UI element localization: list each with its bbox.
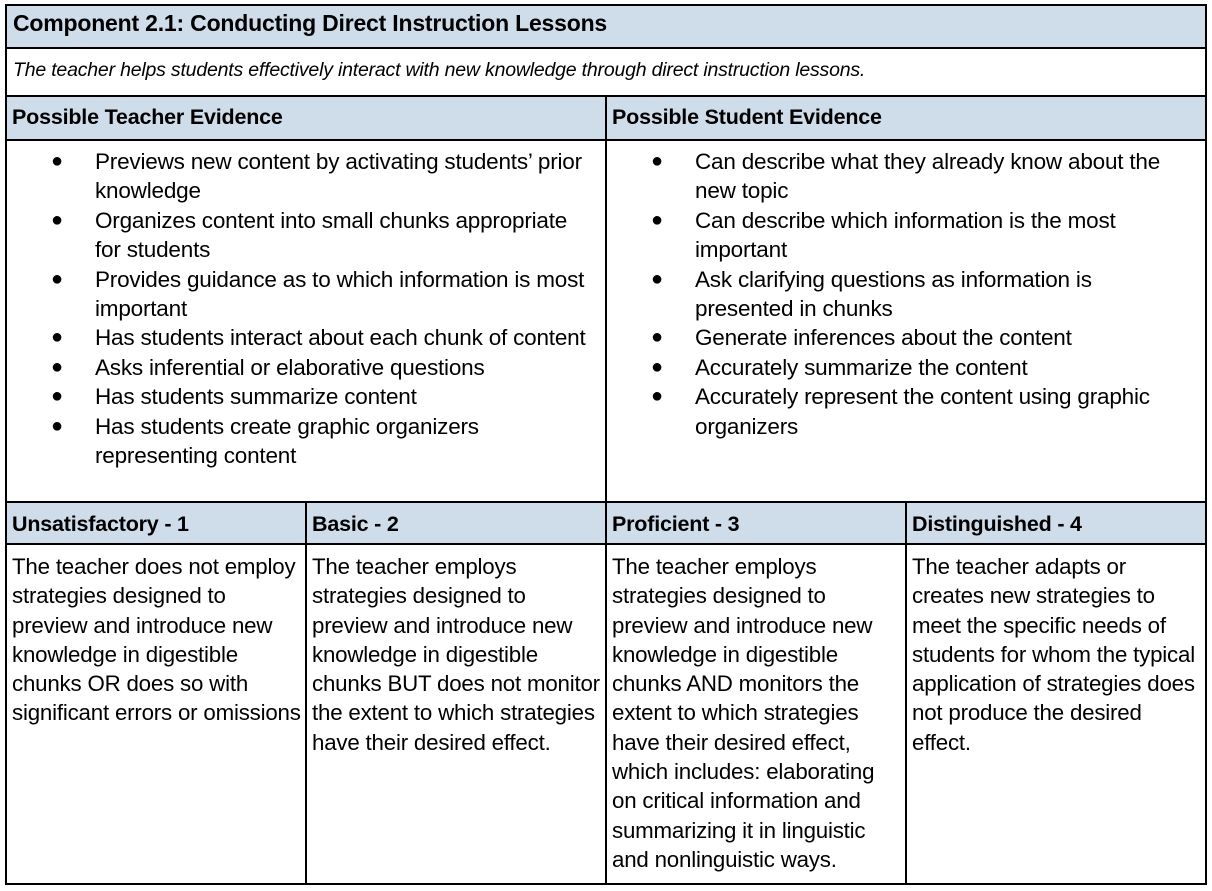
bullet-icon: ● [51,414,63,437]
level-heading-unsatisfactory: Unsatisfactory - 1 [6,502,306,544]
list-item: ● Accurately represent the content using graphic organizers [651,384,1150,439]
list-item: ● Ask clarifying questions as information is presented in chunks [651,266,1092,322]
teacher-evidence-cell [6,140,606,502]
rubric-table [5,4,1207,885]
level-description-distinguished: The teacher adapts or creates new strategies to meet the specific needs of students for whom the typical application of strategies does not produce the desired effect. [906,544,1206,884]
level-description-proficient: The teacher employs strategies designed to preview and introduce new knowledge in digestible chunks AND monitors the extent to which strategies have their desired effect, which includes: elaborating on critical information and summarizing it in linguistic and nonlinguistic ways. [606,544,906,884]
level-description-basic: The teacher employs strategies designed to preview and introduce new knowledge in digestible chunks BUT does not monitor the extent to which strategies have their desired effect. [306,544,606,884]
bullet-icon: ● [51,385,63,408]
bullet-icon: ● [51,150,63,172]
bullet-icon: ● [651,355,663,378]
bullet-icon: ● [651,150,663,172]
bullet-icon: ● [651,385,663,408]
level-heading-distinguished: Distinguished - 4 [906,502,1206,544]
bullet-icon: ● [51,355,63,378]
bullet-icon: ● [51,326,63,349]
list-item: ● Generate inferences about the content [607,323,1195,352]
bullet-icon: ● [651,326,663,349]
list-item: ● Organizes content into small chunks appropriate for students [51,207,568,263]
list-item: ● Can describe what they already know about the new topic [651,149,1161,204]
list-item: ● Previews new content by activating students’ prior knowledge [51,149,582,204]
component-title: Component 2.1: Conducting Direct Instruction Lessons [6,5,1206,48]
teacher-evidence-heading: Possible Teacher Evidence [6,96,606,140]
level-description-unsatisfactory: The teacher does not employ strategies designed to preview and introduce new knowledge in digestible chunks OR does so with significant errors or omissions [6,544,306,884]
bullet-icon: ● [651,208,663,231]
list-item: ● Has students create graphic organizers representing content [51,413,479,469]
list-item: ● Accurately summarize the content [607,353,1195,382]
list-item: ● Has students interact about each chunk of content [7,323,595,352]
student-evidence-cell [606,140,1206,502]
bullet-icon: ● [651,267,663,290]
level-heading-proficient: Proficient - 3 [606,502,906,544]
teacher-evidence-list [7,147,605,470]
list-item: ● Has students summarize content [7,382,595,411]
list-item: ● Provides guidance as to which information is most important [51,266,585,322]
bullet-icon: ● [51,208,63,231]
student-evidence-heading: Possible Student Evidence [606,96,1206,140]
bullet-icon: ● [51,267,63,290]
list-item: ● Asks inferential or elaborative questions [7,353,595,382]
list-item: ● Can describe which information is the most important [651,207,1116,263]
level-heading-basic: Basic - 2 [306,502,606,544]
student-evidence-list [607,147,1205,441]
component-description: The teacher helps students effectively interact with new knowledge through direct instruction lessons. [6,48,1206,96]
